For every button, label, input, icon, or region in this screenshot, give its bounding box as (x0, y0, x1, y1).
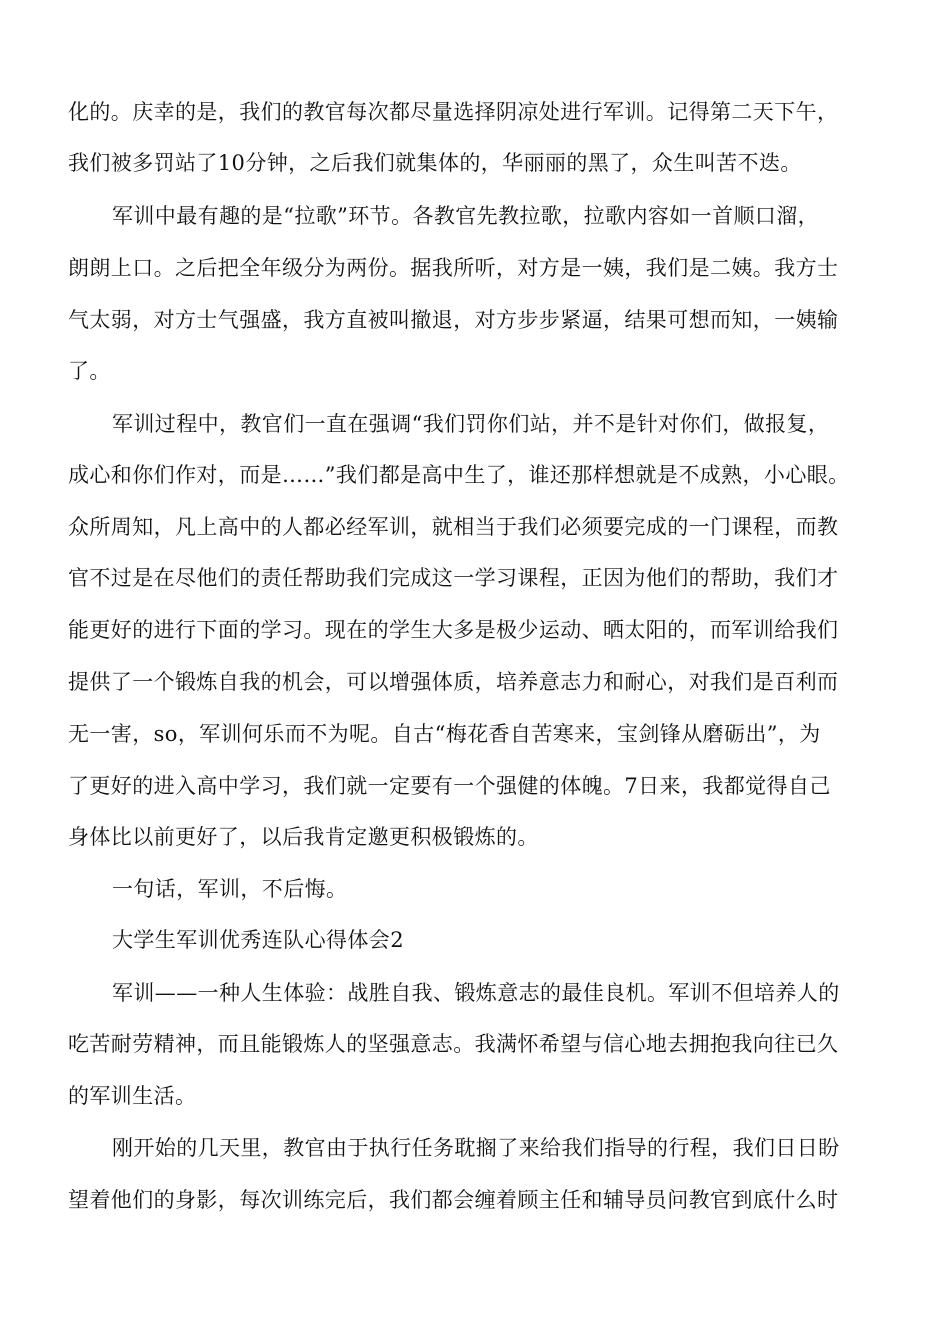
section-heading: 大学生军训优秀连队心得体会2 (112, 928, 404, 952)
text-line: 刚开始的几天里，教官由于执行任务耽搁了来给我们指导的行程，我们日日盼 (112, 1136, 840, 1160)
text-line: 望着他们的身影，每次训练完后，我们都会缠着顾主任和辅导员问教官到底什么时 (68, 1188, 839, 1212)
text-line: 能更好的进行下面的学习。现在的学生大多是极少运动、晒太阳的，而军训给我们 (68, 618, 839, 642)
text-line: 一句话，军训，不后悔。 (112, 877, 348, 901)
text-line: 气太弱，对方士气强盛，我方直被叫撤退，对方步步紧逼，结果可想而知，一姨输 (68, 308, 839, 332)
text-line: 成心和你们作对，而是……”我们都是高中生了，谁还那样想就是不成熟，小心眼。 (68, 463, 850, 487)
text-line: 无一害，so，军训何乐而不为呢。自古“梅花香自苦寒来，宝剑锋从磨砺出”，为 (68, 722, 821, 746)
text-line: 朗朗上口。之后把全年级分为两份。据我所听，对方是一姨，我们是二姨。我方士 (68, 256, 839, 280)
text-line: 提供了一个锻炼自我的机会，可以增强体质，培养意志力和耐心，对我们是百利而 (68, 670, 839, 694)
text-line: 化的。庆幸的是，我们的教官每次都尽量选择阴凉处进行军训。记得第二天下午， (68, 100, 839, 124)
text-line: 了更好的进入高中学习，我们就一定要有一个强健的体魄。7日来，我都觉得自己 (68, 774, 831, 798)
text-line: 吃苦耐劳精神，而且能锻炼人的坚强意志。我满怀希望与信心地去拥抱我向往已久 (68, 1032, 839, 1056)
text-line: 众所周知，凡上高中的人都必经军训，就相当于我们必须要完成的一门课程，而教 (68, 515, 839, 539)
text-line: 我们被多罚站了10分钟，之后我们就集体的，华丽丽的黑了，众生叫苦不迭。 (68, 151, 802, 175)
text-line: 的军训生活。 (68, 1084, 197, 1108)
text-line: 军训中最有趣的是“拉歌”环节。各教官先教拉歌，拉歌内容如一首顺口溜， (112, 204, 820, 228)
text-line: 军训过程中，教官们一直在强调“我们罚你们站，并不是针对你们，做报复， (112, 412, 830, 436)
text-line: 官不过是在尽他们的责任帮助我们完成这一学习课程，正因为他们的帮助，我们才 (68, 566, 839, 590)
text-line: 了。 (68, 359, 111, 383)
text-line: 身体比以前更好了，以后我肯定邀更积极锻炼的。 (68, 825, 539, 849)
text-line: 军训——一种人生体验：战胜自我、锻炼意志的最佳良机。军训不但培养人的 (112, 981, 840, 1005)
